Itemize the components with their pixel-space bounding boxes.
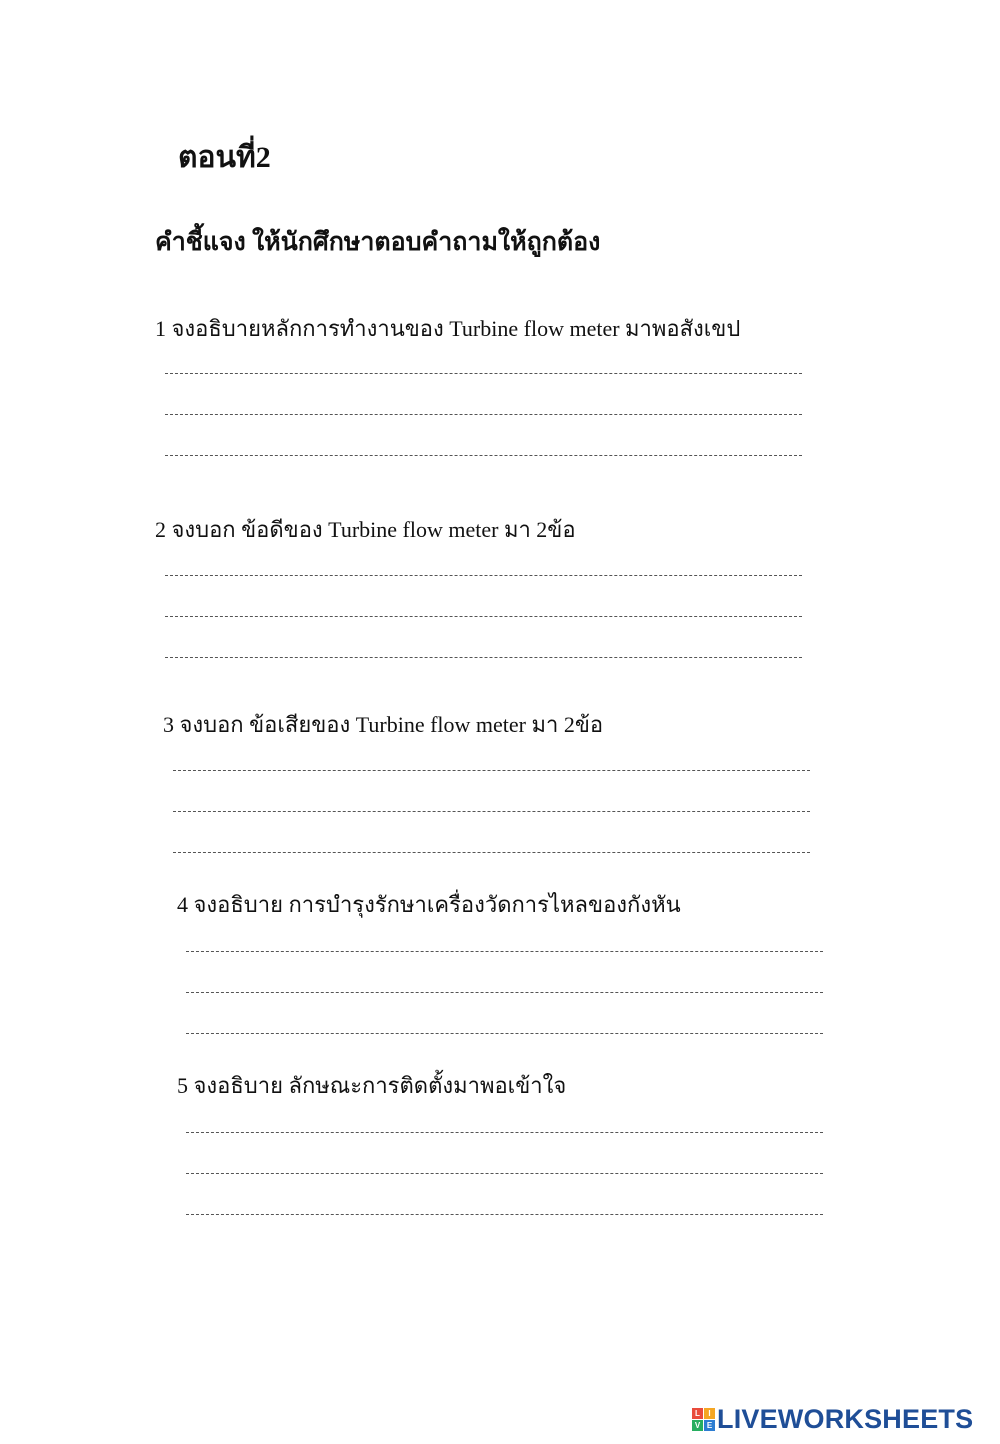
answer-line-2-3[interactable] (165, 657, 802, 658)
question-1: 1 จงอธิบายหลักการทำงานของ Turbine flow meter มาพอสังเขป (155, 316, 741, 341)
answer-line-1-1[interactable] (165, 373, 802, 374)
answer-line-5-1[interactable] (186, 1132, 823, 1133)
answer-line-5-2[interactable] (186, 1173, 823, 1174)
question-4: 4 จงอธิบาย การบำรุงรักษาเครื่องวัดการไหลของกังหัน (177, 892, 681, 917)
question-5: 5 จงอธิบาย ลักษณะการติดตั้งมาพอเข้าใจ (177, 1073, 567, 1098)
answer-line-5-3[interactable] (186, 1214, 823, 1215)
logo-tile-v: V (692, 1420, 703, 1431)
logo-tile-e: E (704, 1420, 715, 1431)
liveworksheets-logo-icon (692, 1408, 715, 1431)
answer-line-2-1[interactable] (165, 575, 802, 576)
brand-name: LIVEWORKSHEETS (717, 1403, 974, 1434)
answer-line-3-1[interactable] (173, 770, 810, 771)
section-title: ตอนที่2 (178, 141, 271, 174)
answer-line-4-2[interactable] (186, 992, 823, 993)
answer-line-3-2[interactable] (173, 811, 810, 812)
answer-line-4-3[interactable] (186, 1033, 823, 1034)
answer-line-2-2[interactable] (165, 616, 802, 617)
question-3: 3 จงบอก ข้อเสียของ Turbine flow meter มา 2ข้อ (163, 712, 604, 737)
answer-line-1-3[interactable] (165, 455, 802, 456)
answer-line-4-1[interactable] (186, 951, 823, 952)
logo-tile-i: I (704, 1408, 715, 1419)
answer-line-1-2[interactable] (165, 414, 802, 415)
question-2: 2 จงบอก ข้อดีของ Turbine flow meter มา 2ข้อ (155, 517, 576, 542)
instruction-text: คำชี้แจง ให้นักศึกษาตอบคำถามให้ถูกต้อง (155, 229, 601, 256)
logo-tile-l: L (692, 1408, 703, 1419)
answer-line-3-3[interactable] (173, 852, 810, 853)
liveworksheets-brand (692, 1404, 973, 1434)
